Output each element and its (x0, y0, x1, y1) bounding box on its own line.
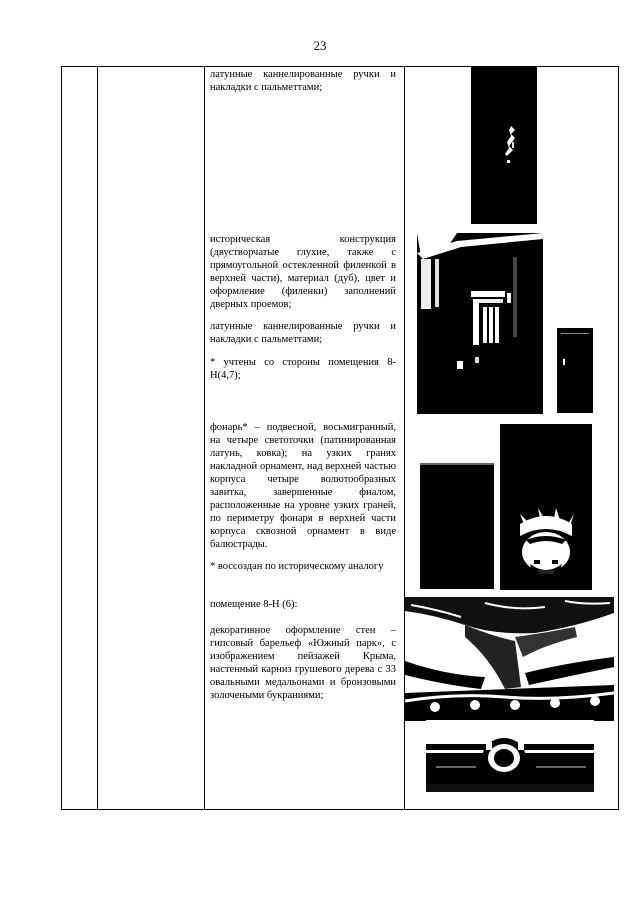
column-divider-2 (204, 67, 205, 809)
handle-photo-1-image (471, 66, 537, 224)
text-handles-1: латунные каннелированные ручки и накладки с пальметтами; (210, 69, 396, 93)
text-accounted-note: * учтены со стороны помещения 8-Н(4,7); (210, 357, 396, 381)
door-photo (417, 233, 543, 414)
medallion-photo-image (426, 720, 594, 800)
text-lantern: фонарь* – подвесной, восьмигранный, на четыре светоточки (патинированная латунь, ковка); на узких гранях накладной орнамент, над верхней частью корпуса четыре волютообразных завитка, завершенные фиалом, расположенные на уровне узких граней, по периметру фонаря в верхней части корпуса сквозной орнамент в виде балюстрады. (210, 422, 396, 550)
handle-photo-1 (471, 66, 537, 224)
medallion-photo (426, 720, 594, 800)
door-side-photo-image (557, 325, 593, 413)
text-handles-2: латунные каннелированные ручки и накладки с пальметтами; (210, 321, 396, 345)
lantern-photo-small-image (420, 463, 494, 589)
door-photo-image (417, 233, 543, 414)
page-number: 23 (313, 38, 327, 53)
lantern-photo-large-image (500, 424, 592, 590)
text-recreated-note: * воссоздан по историческому аналогу (210, 561, 384, 572)
door-side-photo (557, 325, 593, 413)
bas-relief-photo (405, 597, 614, 721)
text-wall-decoration: декоративное оформление стен – гипсовый барельеф «Южный парк», с изображением пейзажей Крыма, настенный карниз грушевого дерева с 33 овальными медальонами и бронзовыми золочеными букраниями; (210, 625, 396, 701)
lantern-photo-large (500, 424, 592, 590)
column-divider-1 (97, 67, 98, 809)
text-room-heading: помещение 8-Н (6): (210, 599, 298, 610)
lantern-photo-small (420, 463, 494, 589)
bas-relief-photo-image (405, 597, 614, 721)
text-door-construction: историческая конструкция (двустворчатые глухие, также с прямоугольной остекленной филенкой в верхней части), материал (дуб), цвет и оформление (филенки) заполнений дверных проемов; (210, 234, 396, 310)
